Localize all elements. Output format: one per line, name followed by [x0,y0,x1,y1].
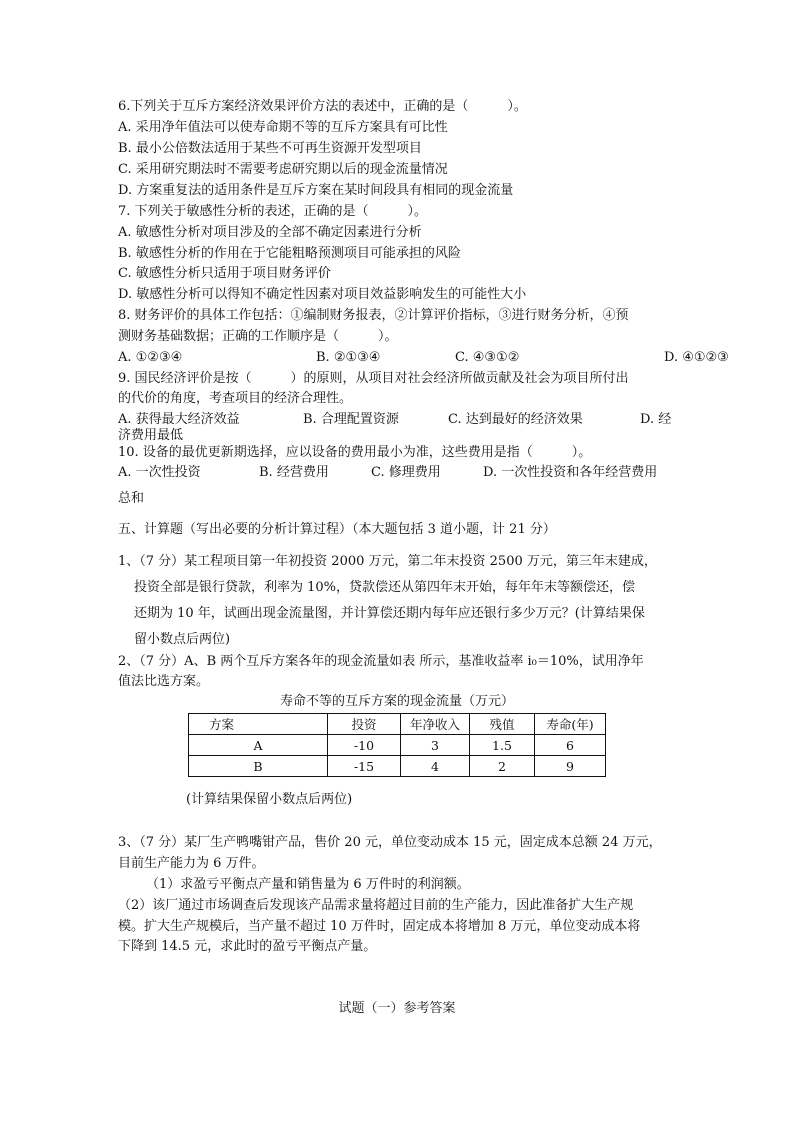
q7-option-b: B. 敏感性分析的作用在于它能粗略预测项目可能承担的风险 [118,246,461,261]
cell-annual-income: 3 [401,735,470,756]
calc1-line2: 投资全部是银行贷款，利率为 10%，贷款偿还从第四年末开始，每年年末等额偿还，偿 [134,580,636,595]
q9-option-a: A. 获得最大经济效益 [118,412,240,427]
calc3-line1: 3、（7 分）某厂生产鸭嘴钳产品，售价 20 元，单位变动成本 15 元，固定成本总额 24 万元， [118,835,662,850]
calc1-line3: 还期为 10 年，试画出现金流量图，并计算偿还期内每年应还银行多少万元？(计算结果保 [134,606,645,621]
q7-option-c: C. 敏感性分析只适用于项目财务评价 [118,266,331,281]
cell-salvage: 2 [470,756,535,777]
calc2-note: (计算结果保留小数点后两位) [186,792,353,807]
header-salvage: 残值 [470,714,535,735]
table-row [189,756,606,777]
cell-investment: -10 [328,735,401,756]
cell-life: 9 [535,756,606,777]
section-heading: 五、计算题（写出必要的分析计算过程）（本大题包括 3 道小题，计 21 分） [118,522,556,537]
q8-stem-line2: 测财务基础数据；正确的工作顺序是（ ）。 [118,329,398,344]
table-header-row [189,714,606,735]
calc1-line4: 留小数点后两位) [134,632,231,647]
calc3-line2: 目前生产能力为 6 万件。 [118,856,265,871]
calc3-line3: （1）求盈亏平衡点产量和销售量为 6 万件时的利润额。 [146,877,470,892]
header-life: 寿命(年) [535,714,606,735]
cell-annual-income: 4 [401,756,470,777]
q6-option-a: A. 采用净年值法可以使寿命期不等的互斥方案具有可比性 [118,120,448,135]
calc1-line1: 1、（7 分）某工程项目第一年初投资 2000 万元，第二年末投资 2500 万元，第三年末建成， [118,554,657,569]
q9-stem-line2: 的代价的角度，考查项目的经济合理性。 [118,391,353,406]
cell-life: 6 [535,735,606,756]
calc3-line5: 模。扩大生产规模后，当产量不超过 10 万件时，固定成本将增加 8 万元，单位变动成本将 [118,919,641,934]
q6-option-b: B. 最小公倍数法适用于某些不可再生资源开发型项目 [118,141,422,156]
cash-flow-table [188,713,606,777]
calc3-line6: 下降到 14.5 元，求此时的盈亏平衡点产量。 [118,939,377,954]
q8-option-b: B. ②①③④ [316,350,381,365]
q9-option-d-wrap: 济费用最低 [118,428,184,443]
q7-stem: 7. 下列关于敏感性分析的表述，正确的是（ ）。 [118,204,428,219]
q8-option-a: A. ①②③④ [118,350,183,365]
header-scheme: 方案 [189,714,328,735]
cell-scheme: B [189,756,328,777]
q10-option-b: B. 经营费用 [259,465,329,480]
q10-option-a: A. 一次性投资 [118,465,201,480]
header-investment: 投资 [328,714,401,735]
q7-option-d: D. 敏感性分析可以得知不确定性因素对项目效益影响发生的可能性大小 [118,287,527,302]
q6-stem: 6.下列关于互斥方案经济效果评价方法的表述中，正确的是（ ）。 [118,99,527,114]
q8-stem-line1: 8. 财务评价的具体工作包括：①编制财务报表，②计算评价指标，③进行财务分析，④预 [118,308,629,323]
calc3-line4: （2）该厂通过市场调查后发现该产品需求量将超过目前的生产能力，因此准备扩大生产规 [118,898,634,913]
q8-option-d: D. ④①②③ [664,350,729,365]
table-row [189,735,606,756]
header-annual-income: 年净收入 [401,714,470,735]
table-caption: 寿命不等的互斥方案的现金流量（万元） [279,694,514,709]
q6-option-d: D. 方案重复法的适用条件是互斥方案在某时间段具有相同的现金流量 [118,183,514,198]
q10-option-d: D. 一次性投资和各年经营费用 [483,465,658,480]
cell-salvage: 1.5 [470,735,535,756]
q9-option-d: D. 经 [640,412,672,427]
q9-option-b: B. 合理配置资源 [303,412,399,427]
q6-option-c: C. 采用研究期法时不需要考虑研究期以后的现金流量情况 [118,162,448,177]
calc2-line2: 值法比选方案。 [118,674,210,689]
q10-option-c: C. 修理费用 [371,465,441,480]
cell-scheme: A [189,735,328,756]
q7-option-a: A. 敏感性分析对项目涉及的全部不确定因素进行分析 [118,225,422,240]
q10-stem: 10. 设备的最优更新期选择，应以设备的费用最小为准，这些费用是指（ ）。 [118,445,592,460]
q9-option-c: C. 达到最好的经济效果 [448,412,583,427]
calc2-line1: 2、（7 分）A、B 两个互斥方案各年的现金流量如表 所示，基准收益率 i₀＝10%，试用净年 [118,654,644,669]
q8-option-c: C. ④③①② [455,350,520,365]
q10-option-d-wrap: 总和 [118,491,145,506]
answer-section-title: 试题（一）参考答案 [338,1001,456,1016]
cell-investment: -15 [328,756,401,777]
q9-stem-line1: 9. 国民经济评价是按（ ）的原则，从项目对社会经济所做贡献及社会为项目所付出 [118,371,629,386]
